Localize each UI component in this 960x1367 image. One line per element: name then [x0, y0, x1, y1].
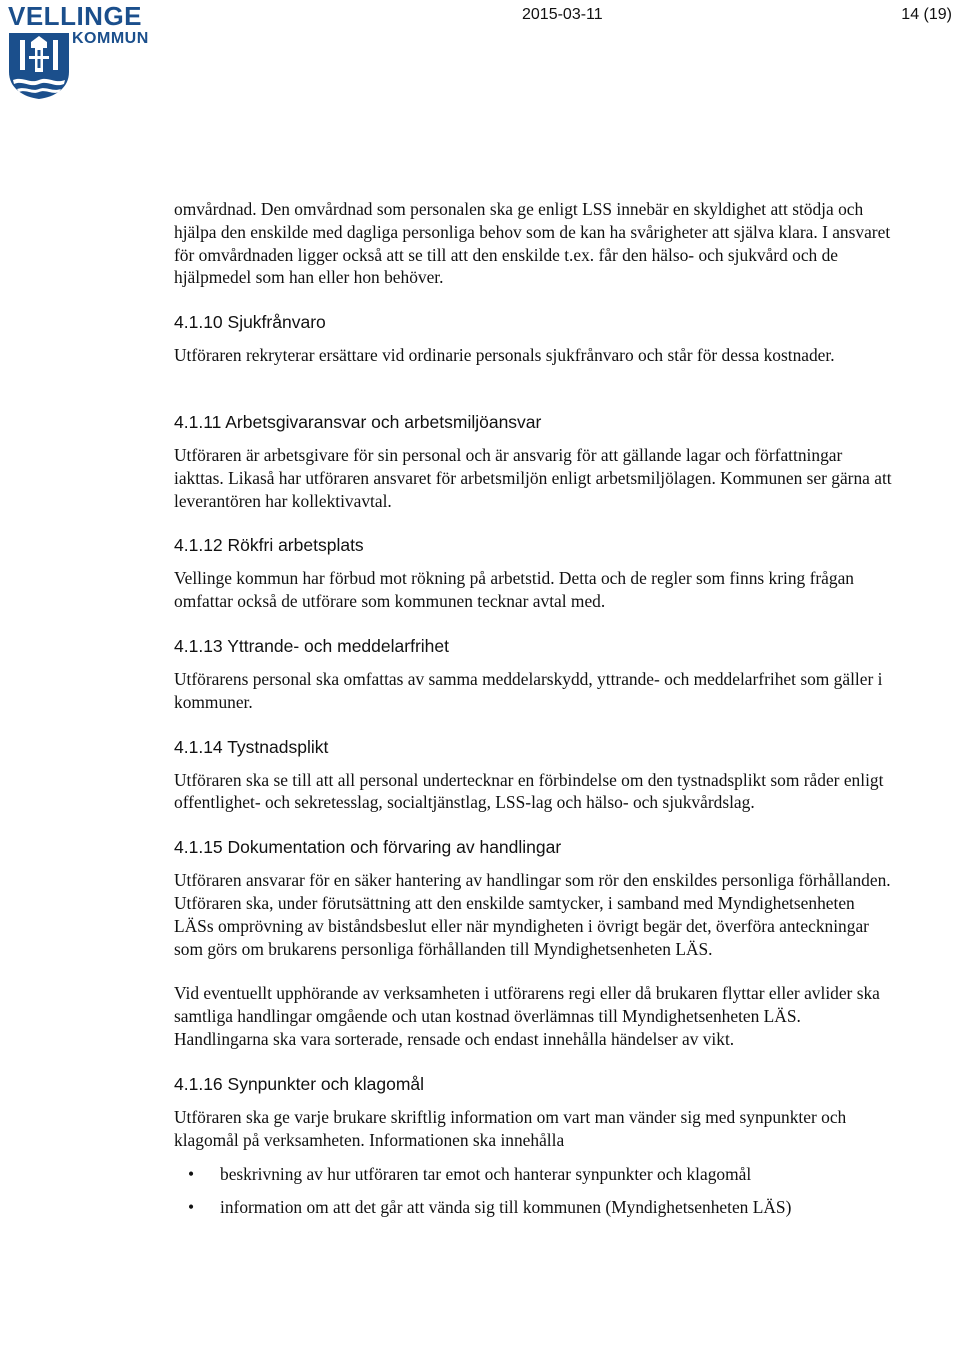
paragraph: Vid eventuellt upphörande av verksamheten i utförarens regi eller då brukaren flyttar eller avlider ska samtliga handlingar omgående och utan kostnad överlämnas till Myndighetsenheten LÄS. Handlingarna ska vara sorterade, rensade och endast innehålla händelser av vikt.	[174, 983, 880, 1049]
page-number: 14 (19)	[901, 6, 952, 23]
section-heading-dokumentation: 4.1.15 Dokumentation och förvaring av handlingar	[174, 837, 562, 858]
vellinge-logo	[8, 1, 168, 100]
paragraph: Utföraren rekryterar ersättare vid ordinarie personals sjukfrånvaro och står för dessa kostnader.	[174, 345, 835, 366]
section-heading-tystnadsplikt: 4.1.14 Tystnadsplikt	[174, 736, 329, 757]
list-item: • information om att det går att vända sig till kommunen (Myndighetsenheten LÄS)	[188, 1197, 792, 1218]
paragraph: Utföraren är arbetsgivare för sin personal och är ansvarig för att gällande lagar och författningar iakttas. Likaså har utföraren ansvaret för arbetsmiljön enligt arbetsmiljölagen. Kommunen ser gärna att leverantören har kollektivavtal.	[174, 444, 892, 511]
logo-subtitle: KOMMUN	[72, 30, 149, 47]
document-body	[174, 198, 894, 1229]
paragraph: Vellinge kommun har förbud mot rökning på arbetstid. Detta och de regler som finns kring frågan omfattar också de utförare som kommunen tecknar avtal med.	[174, 568, 854, 612]
bullet-list	[174, 1163, 894, 1219]
list-item: • beskrivning av hur utföraren tar emot och hanterar synpunkter och klagomål	[188, 1164, 752, 1185]
bullet-icon: •	[188, 1197, 195, 1218]
paragraph: Utföraren ska ge varje brukare skriftlig information om vart man vänder sig med synpunkter och klagomål på verksamheten. Informationen ska innehålla	[174, 1106, 847, 1150]
intro-paragraph: omvårdnad. Den omvårdnad som personalen ska ge enligt LSS innebär en skyldighet att stödja och hjälpa den enskilde med dagliga personliga behov som de kan ha svårigheter att själva klara. I ansvaret för omvårdnaden ligger också att se till att den enskilde t.ex. får den hälso- och sjukvård och de hjälpmedel som han eller hon behöver.	[174, 199, 891, 288]
document-date: 2015-03-11	[522, 6, 603, 23]
section-heading-arbetsgivaransvar: 4.1.11 Arbetsgivaransvar och arbetsmiljöansvar	[174, 411, 542, 432]
paragraph: Utföraren ska se till att all personal undertecknar en förbindelse om den tystnadsplikt som råder enligt offentlighet- och sekretesslag, socialtjänstlag, LSS-lag och hälso- och sjukvårdslag.	[174, 769, 884, 813]
section-heading-sjukfranvaro: 4.1.10 Sjukfrånvaro	[174, 312, 326, 333]
coat-of-arms-icon	[8, 32, 70, 100]
paragraph: Utförarens personal ska omfattas av samma meddelarskydd, yttrande- och meddelarfrihet som gäller i kommuner.	[174, 668, 883, 712]
logo-name: VELLINGE	[8, 1, 143, 31]
paragraph: Utföraren ansvarar för en säker hantering av handlingar som rör den enskildes personliga förhållanden. Utföraren ska, under förutsättning att den enskilde samtycker, i samband med Myndighetsenheten LÄSs omprövning av biståndsbeslut eller när myndigheten i övrigt begär det, överföra anteckningar som görs om brukarens personliga förhållanden till Myndighetsenheten LÄS.	[174, 870, 891, 959]
section-heading-yttrandefrihet: 4.1.13 Yttrande- och meddelarfrihet	[174, 635, 449, 656]
bullet-icon: •	[188, 1164, 195, 1185]
section-heading-rokfri-arbetsplats: 4.1.12 Rökfri arbetsplats	[174, 535, 364, 556]
section-heading-synpunkter: 4.1.16 Synpunkter och klagomål	[174, 1073, 425, 1094]
